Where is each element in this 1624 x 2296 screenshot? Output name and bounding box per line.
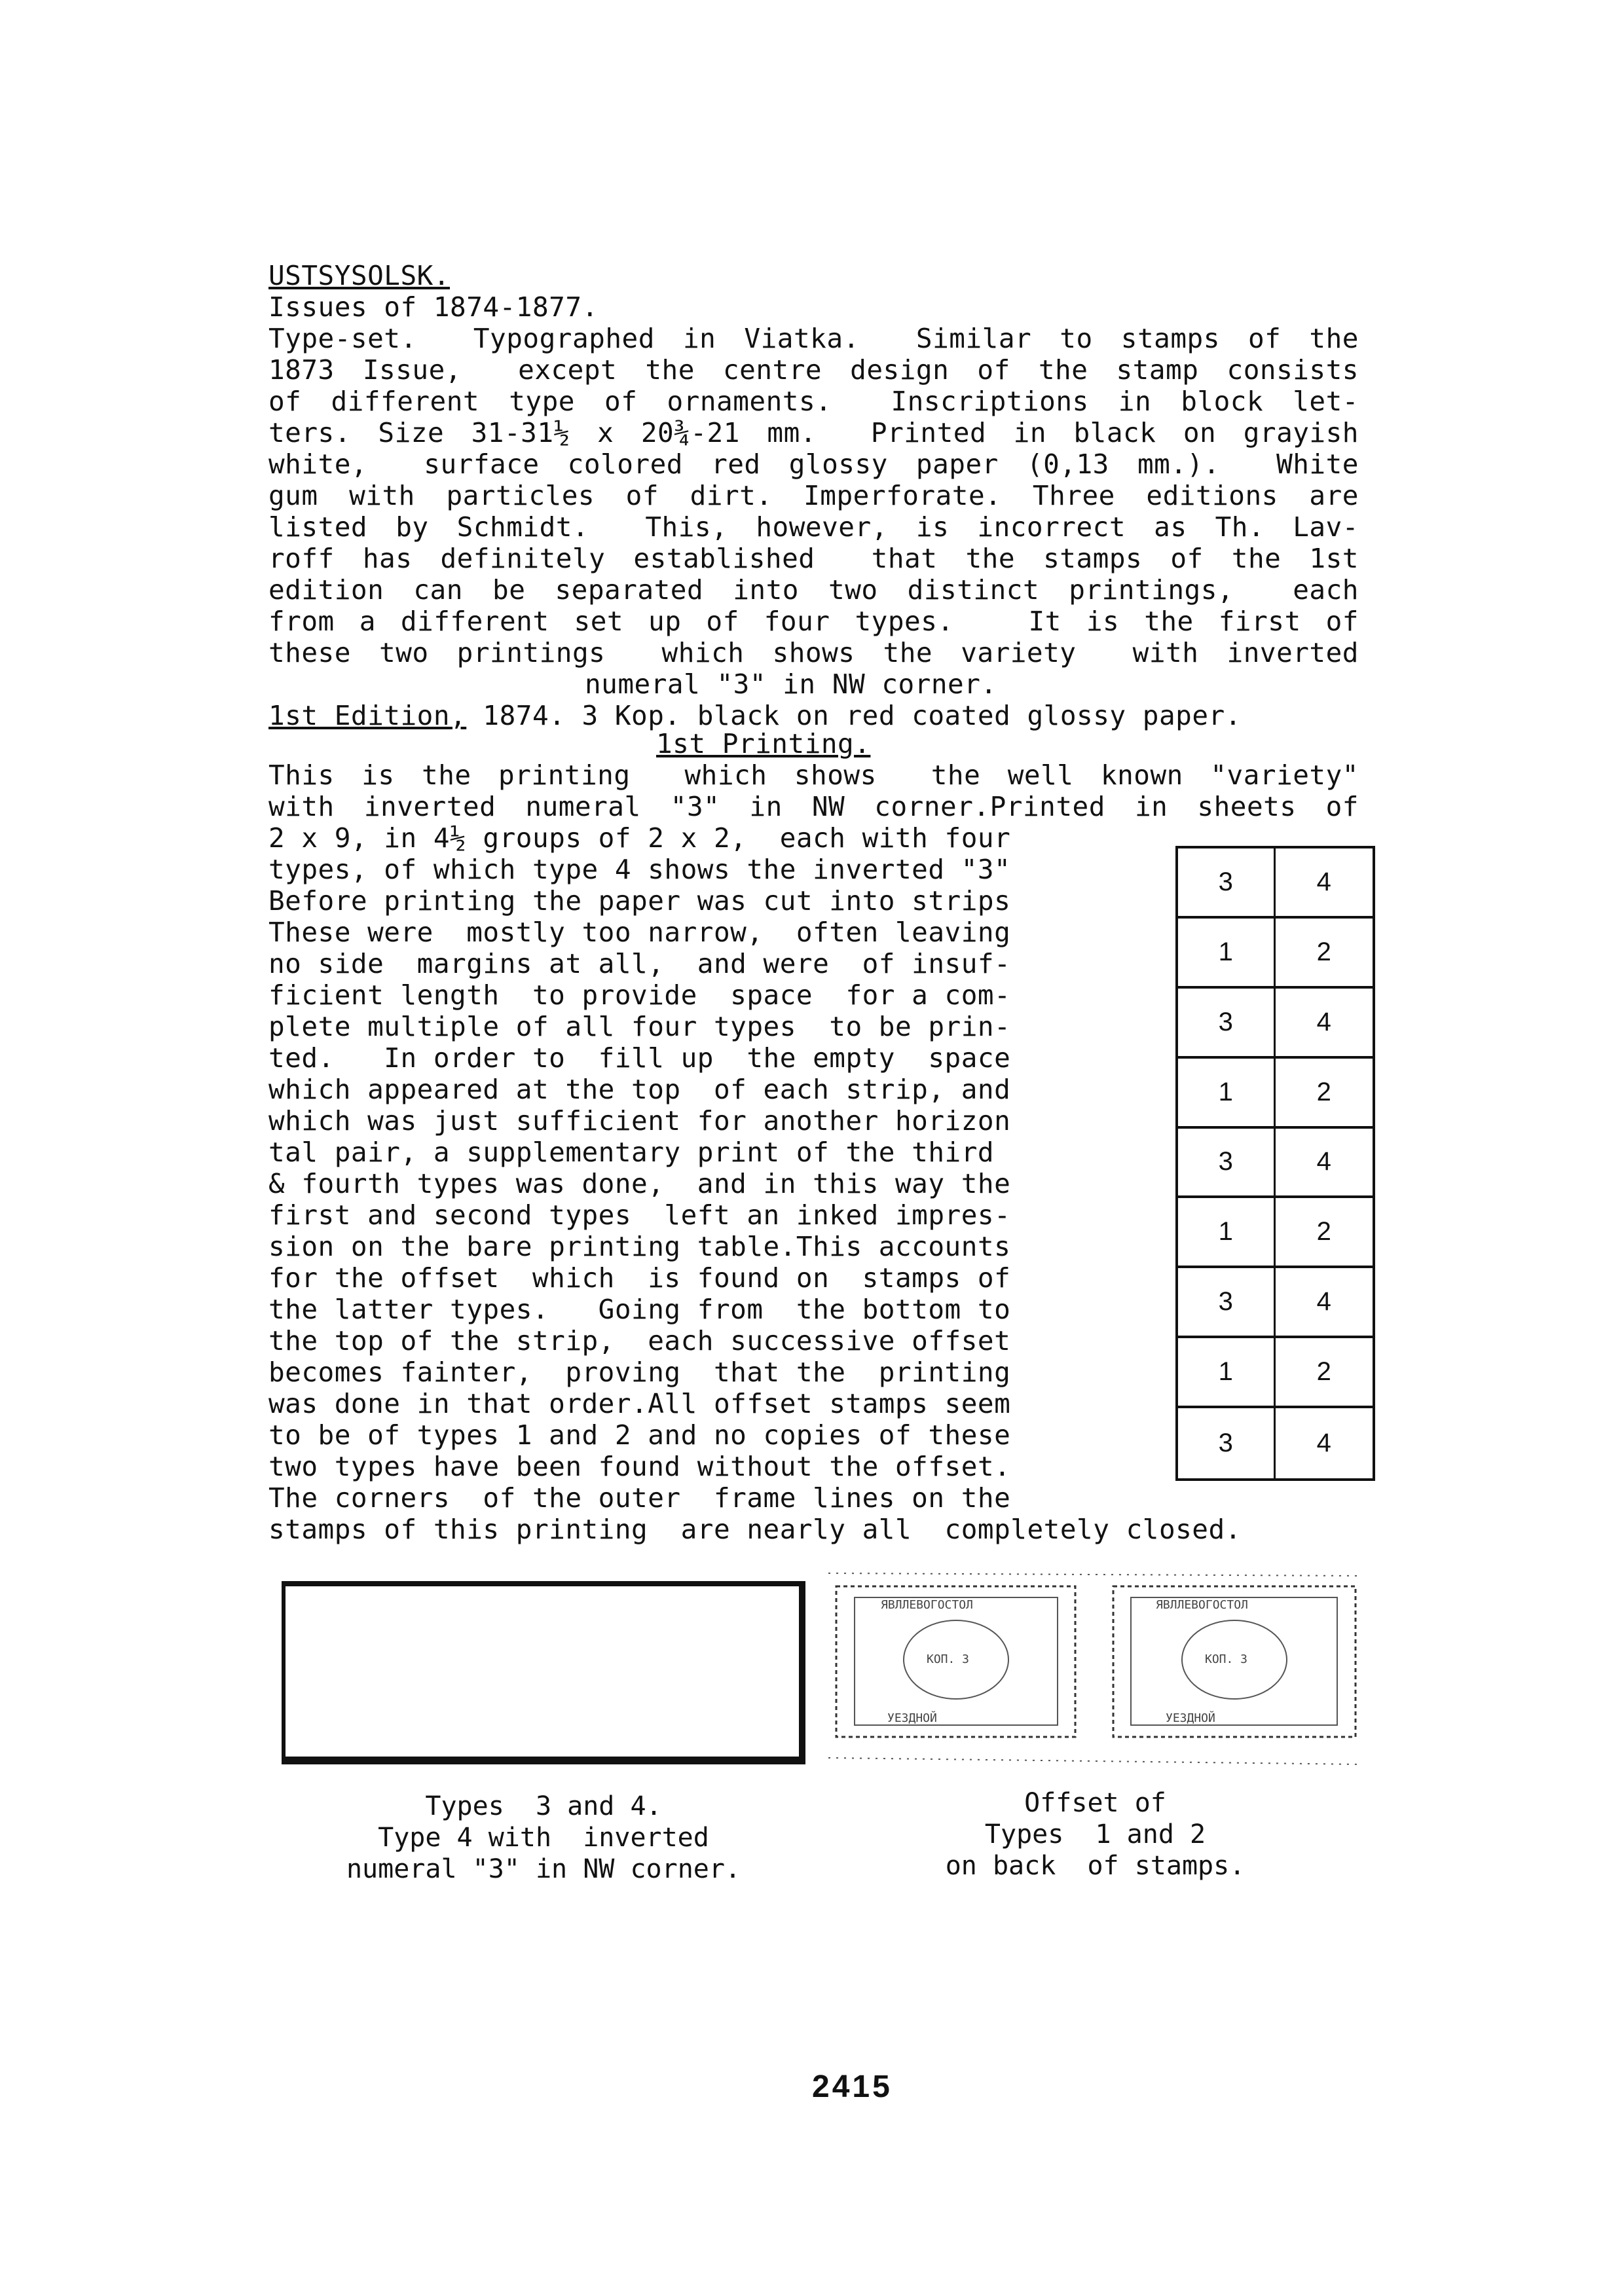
svg-text:ЯВЛЛЕВОГОСТОЛ: ЯВЛЛЕВОГОСТОЛ xyxy=(1156,1598,1248,1612)
edition-label: 1st Edition, xyxy=(268,700,467,731)
printing-narrow-line: no side margins at all, and were of insuf- xyxy=(268,948,1011,979)
type-grid-cell: 4 xyxy=(1276,1268,1373,1338)
type-grid-cell: 4 xyxy=(1316,1429,1331,1458)
type-grid-cell: 2 xyxy=(1276,1338,1373,1408)
type-grid-cell: 1 xyxy=(1178,1198,1276,1268)
type-grid-cell: 1 xyxy=(1178,919,1276,989)
printing-narrow-line: which appeared at the top of each strip, and xyxy=(268,1074,1011,1105)
caption-line: on back of stamps. xyxy=(945,1851,1246,1881)
printing-narrow-line: first and second types left an inked impres- xyxy=(268,1199,1011,1231)
type-grid-cell: 1 xyxy=(1178,1059,1276,1129)
printing-narrow-line: tal pair, a supplementary print of the third xyxy=(268,1137,995,1168)
closing-line: The corners of the outer frame lines on the xyxy=(268,1482,1011,1514)
printing-narrow-line: to be of types 1 and 2 and no copies of these xyxy=(268,1419,1011,1451)
svg-text:КОП. 3: КОП. 3 xyxy=(1205,1652,1248,1666)
printing-narrow-line: These were mostly too narrow, often leaving xyxy=(268,917,1011,948)
printing-narrow-line: the latter types. Going from the bottom to xyxy=(268,1294,1011,1325)
intro-line: white, surface colored red glossy paper (0,13 mm.). White xyxy=(268,448,1359,480)
caption-line: Offset of xyxy=(1024,1788,1166,1818)
printing-narrow-line: which was just sufficient for another horizon xyxy=(268,1105,1011,1137)
intro-line: Type-set. Typographed in Viatka. Similar to stamps of the xyxy=(268,323,1359,354)
caption-line: Types 3 and 4. xyxy=(425,1791,662,1821)
printing-heading: 1st Printing. xyxy=(656,728,871,759)
issue-subheading: Issues of 1874-1877. xyxy=(268,291,599,323)
printing-line: with inverted numeral "3" in NW corner.Printed in sheets of xyxy=(268,791,1359,822)
intro-line: 1873 Issue, except the centre design of the stamp consists xyxy=(268,354,1359,386)
type-layout-grid xyxy=(1175,846,1375,1481)
printing-paragraph-full xyxy=(268,759,1359,822)
svg-text:КОП. 3: КОП. 3 xyxy=(927,1652,970,1666)
printing-line: This is the printing which shows the well known "variety" xyxy=(268,759,1359,791)
svg-text:УЕЗДНОЙ: УЕЗДНОЙ xyxy=(1166,1711,1215,1725)
closing-paragraph xyxy=(268,1482,1242,1545)
caption-line: Type 4 with inverted xyxy=(378,1823,709,1853)
stamp-pair-image xyxy=(282,1581,805,1764)
printing-narrow-line: plete multiple of all four types to be prin- xyxy=(268,1011,1011,1042)
type-grid-cell: 3 xyxy=(1178,1268,1276,1338)
printing-narrow-line: Before printing the paper was cut into strips xyxy=(268,885,1011,917)
type-grid-cell: 3 xyxy=(1178,1408,1276,1478)
printing-paragraph-narrow xyxy=(268,822,1010,1482)
printing-narrow-line: & fourth types was done, and in this way the xyxy=(268,1168,1011,1199)
type-grid-cell: 3 xyxy=(1178,989,1276,1059)
type-grid-cell: 3 xyxy=(1178,1129,1276,1199)
printing-narrow-line: the top of the strip, each successive offset xyxy=(268,1325,1011,1357)
type-grid-cell: 4 xyxy=(1276,1129,1373,1199)
svg-text:ЯВЛЛЕВОГОСТОЛ: ЯВЛЛЕВОГОСТОЛ xyxy=(881,1598,973,1612)
printing-narrow-line: ted. In order to fill up the empty space xyxy=(268,1042,1011,1074)
printing-narrow-line: two types have been found without the offset. xyxy=(268,1451,1011,1482)
printing-narrow-line: 2 x 9, in 4½ groups of 2 x 2, each with four xyxy=(268,822,1011,854)
article-heading: USTSYSOLSK. xyxy=(268,260,451,291)
caption-offset xyxy=(828,1787,1362,1882)
offset-stamps-image xyxy=(828,1568,1362,1777)
intro-line: of different type of ornaments. Inscriptions in block let- xyxy=(268,386,1359,417)
type-grid-cell: 2 xyxy=(1276,1059,1373,1129)
caption-types-3-4 xyxy=(282,1791,805,1885)
intro-line: from a different set up of four types. It is the first of xyxy=(268,606,1359,637)
intro-line: roff has definitely established that the stamps of the 1st xyxy=(268,543,1359,574)
edition-text: 1874. 3 Kop. black on red coated glossy paper. xyxy=(466,700,1242,731)
type-grid-cell: 4 xyxy=(1276,848,1373,919)
caption-line: numeral "3" in NW corner. xyxy=(346,1854,741,1884)
intro-last-line: numeral "3" in NW corner. xyxy=(585,668,997,700)
closing-line: stamps of this printing are nearly all completely closed. xyxy=(268,1514,1242,1545)
type-grid-cell: 2 xyxy=(1276,919,1373,989)
page-number: 2415 xyxy=(812,2069,893,2104)
intro-line: listed by Schmidt. This, however, is incorrect as Th. Lav- xyxy=(268,511,1359,543)
type-grid-cell: 4 xyxy=(1276,989,1373,1059)
intro-line: gum with particles of dirt. Imperforate. Three editions are xyxy=(268,480,1359,511)
caption-line: Types 1 and 2 xyxy=(984,1819,1206,1850)
intro-line: ters. Size 31-31½ x 20¾-21 mm. Printed in black on grayish xyxy=(268,417,1359,448)
intro-paragraph xyxy=(268,323,1359,668)
type-grid-cell: 2 xyxy=(1276,1198,1373,1268)
intro-line: these two printings which shows the variety with inverted xyxy=(268,637,1359,668)
printing-narrow-line: types, of which type 4 shows the inverted "3" xyxy=(268,854,1011,885)
printing-narrow-line: ficient length to provide space for a com- xyxy=(268,979,1011,1011)
type-grid-cell: 3 xyxy=(1178,848,1276,919)
printing-narrow-line: was done in that order.All offset stamps seem xyxy=(268,1388,1011,1419)
type-grid-cell: 1 xyxy=(1178,1338,1276,1408)
edition-line xyxy=(268,700,1242,731)
intro-line: edition can be separated into two distinct printings, each xyxy=(268,574,1359,606)
printing-narrow-line: becomes fainter, proving that the printing xyxy=(268,1357,1011,1388)
printing-narrow-line: sion on the bare printing table.This accounts xyxy=(268,1231,1011,1262)
printing-narrow-line: for the offset which is found on stamps of xyxy=(268,1262,1011,1294)
svg-text:УЕЗДНОЙ: УЕЗДНОЙ xyxy=(887,1711,937,1725)
